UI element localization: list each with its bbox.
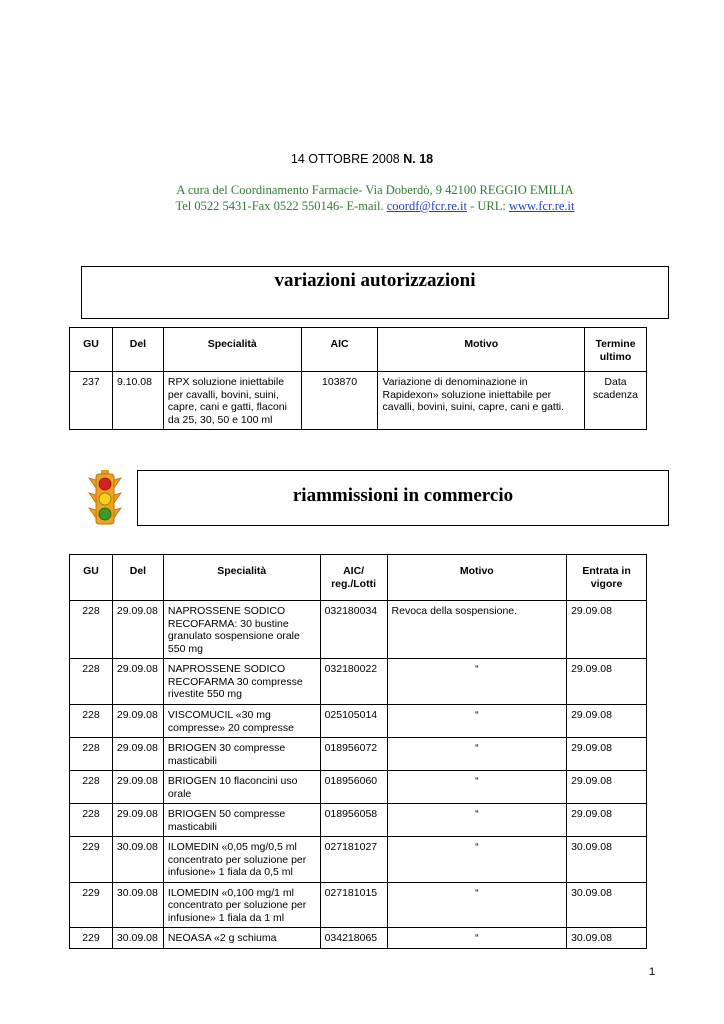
cell-entrata: 29.09.08 (567, 705, 647, 738)
cell-specialita: BRIOGEN 50 compresse masticabili (163, 804, 320, 837)
cell-aic: 018956058 (320, 804, 387, 837)
cell-gu: 229 (70, 928, 113, 949)
cell-entrata: 29.09.08 (567, 804, 647, 837)
cell-gu: 229 (70, 837, 113, 883)
table-row (70, 601, 647, 659)
table-row (70, 837, 647, 883)
cell-specialita: BRIOGEN 10 flaconcini uso orale (163, 771, 320, 804)
col-header-gu: GU (70, 328, 113, 372)
traffic-light-icon (88, 470, 122, 526)
table-row (70, 882, 647, 928)
cell-motivo: “ (387, 882, 567, 928)
cell-motivo: “ (387, 705, 567, 738)
col-header-specialita: Specialità (163, 328, 301, 372)
cell-entrata: 30.09.08 (567, 837, 647, 883)
cell-aic: 025105014 (320, 705, 387, 738)
cell-gu: 228 (70, 659, 113, 705)
email-link[interactable]: coordf@fcr.re.it (386, 199, 467, 213)
table-row (70, 659, 647, 705)
table-row (70, 372, 647, 430)
cell-motivo: “ (387, 837, 567, 883)
cell-motivo: “ (387, 738, 567, 771)
table-row (70, 928, 647, 949)
cell-specialita: VISCOMUCIL «30 mg compresse» 20 compresse (163, 705, 320, 738)
col-header-motivo: Motivo (387, 555, 567, 601)
contact-phone: Tel 0522 5431-Fax 0522 550146- E-mail. (175, 199, 387, 213)
cell-motivo: “ (387, 928, 567, 949)
cell-gu: 228 (70, 804, 113, 837)
section-header-riammissioni (137, 470, 669, 526)
cell-aic: 032180034 (320, 601, 387, 659)
cell-aic: 103870 (301, 372, 378, 430)
cell-gu: 229 (70, 882, 113, 928)
cell-specialita: ILOMEDIN «0,05 mg/0,5 ml concentrato per soluzione per infusione» 1 fiala da 0,5 ml (163, 837, 320, 883)
cell-termine: Data scadenza (585, 372, 647, 430)
section-header-variazioni (81, 266, 669, 319)
col-header-entrata: Entrata in vigore (567, 555, 647, 601)
col-header-motivo: Motivo (378, 328, 585, 372)
col-header-del: Del (112, 555, 163, 601)
section-title-riammissioni: riammissioni in commercio (292, 485, 514, 506)
col-header-termine: Termine ultimo (585, 328, 647, 372)
cell-del: 29.09.08 (112, 659, 163, 705)
col-header-del: Del (112, 328, 163, 372)
cell-del: 9.10.08 (112, 372, 163, 430)
page-number: 1 (649, 966, 656, 978)
col-header-aic: AIC (301, 328, 378, 372)
cell-del: 30.09.08 (112, 928, 163, 949)
cell-aic: 032180022 (320, 659, 387, 705)
cell-entrata: 29.09.08 (567, 601, 647, 659)
cell-aic: 034218065 (320, 928, 387, 949)
cell-aic: 018956060 (320, 771, 387, 804)
cell-aic: 027181027 (320, 837, 387, 883)
cell-specialita: NEOASA «2 g schiuma (163, 928, 320, 949)
cell-specialita: RPX soluzione iniettabile per cavalli, bovini, suini, capre, cani e gatti, flaconi da 25, 30, 50 e 100 ml (163, 372, 301, 430)
table-header-row (70, 555, 647, 601)
cell-del: 30.09.08 (112, 837, 163, 883)
table-row (70, 705, 647, 738)
riammissioni-table (69, 554, 647, 949)
cell-gu: 228 (70, 705, 113, 738)
cell-entrata: 29.09.08 (567, 659, 647, 705)
cell-del: 29.09.08 (112, 601, 163, 659)
col-header-specialita: Specialità (163, 555, 320, 601)
cell-aic: 018956072 (320, 738, 387, 771)
cell-specialita: ILOMEDIN «0,100 mg/1 ml concentrato per soluzione per infusione» 1 fiala da 1 ml (163, 882, 320, 928)
table-header-row (70, 328, 647, 372)
cell-del: 30.09.08 (112, 882, 163, 928)
cell-specialita: BRIOGEN 30 compresse masticabili (163, 738, 320, 771)
cell-gu: 228 (70, 771, 113, 804)
cell-motivo: Revoca della sospensione. (387, 601, 567, 659)
col-header-gu: GU (70, 555, 113, 601)
cell-entrata: 29.09.08 (567, 738, 647, 771)
variazioni-table (69, 327, 647, 430)
table-row (70, 804, 647, 837)
cell-motivo: “ (387, 804, 567, 837)
col-header-aic: AIC/ reg./Lotti (320, 555, 387, 601)
publisher-line: A cura del Coordinamento Farmacie- Via Doberdò, 9 42100 REGGIO EMILIA (176, 183, 574, 197)
website-link[interactable]: www.fcr.re.it (509, 199, 575, 213)
cell-gu: 228 (70, 738, 113, 771)
cell-entrata: 30.09.08 (567, 882, 647, 928)
cell-del: 29.09.08 (112, 771, 163, 804)
issue-date-line (0, 152, 724, 166)
table-row (70, 771, 647, 804)
cell-gu: 237 (70, 372, 113, 430)
issue-number: N. 18 (403, 152, 434, 166)
contact-line (0, 199, 724, 214)
cell-entrata: 30.09.08 (567, 928, 647, 949)
cell-motivo: “ (387, 659, 567, 705)
cell-entrata: 29.09.08 (567, 771, 647, 804)
cell-del: 29.09.08 (112, 804, 163, 837)
section-title-variazioni: variazioni autorizzazioni (274, 270, 476, 291)
cell-specialita: NAPROSSENE SODICO RECOFARMA 30 compresse rivestite 550 mg (163, 659, 320, 705)
cell-del: 29.09.08 (112, 705, 163, 738)
url-prefix: - URL: (466, 199, 509, 213)
cell-aic: 027181015 (320, 882, 387, 928)
cell-del: 29.09.08 (112, 738, 163, 771)
table-row (70, 738, 647, 771)
cell-motivo: Variazione di denominazione in Rapidexon» soluzione iniettabile per cavalli, bovini, suini, capre, cani e gatti. (378, 372, 585, 430)
issue-date: 14 OTTOBRE 2008 (290, 152, 400, 166)
cell-gu: 228 (70, 601, 113, 659)
cell-motivo: “ (387, 771, 567, 804)
cell-specialita: NAPROSSENE SODICO RECOFARMA: 30 bustine granulato sospensione orale 550 mg (163, 601, 320, 659)
